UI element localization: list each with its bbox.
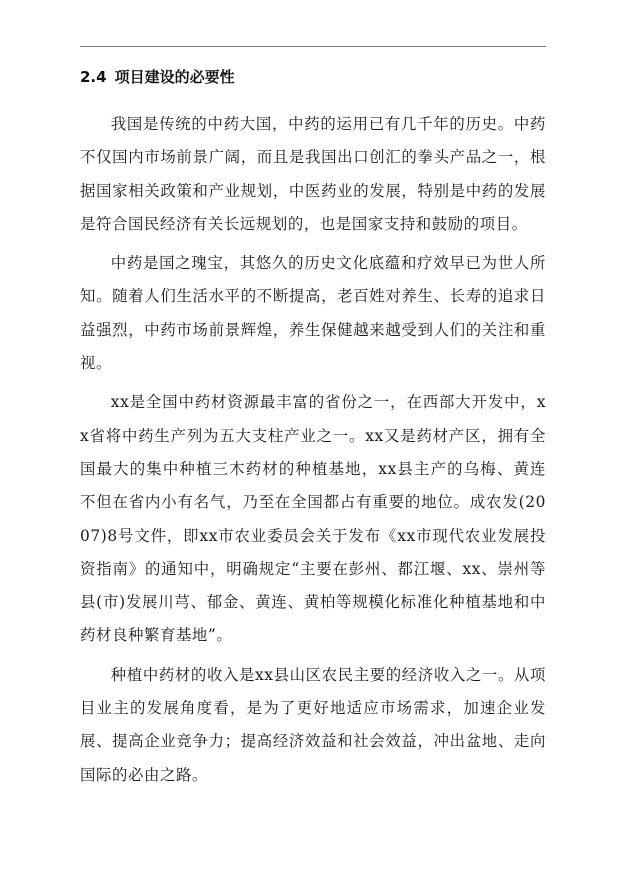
paragraph-3: xx是全国中药材资源最丰富的省份之一，在西部大开发中，xx省将中药生产列为五大支柱产业之一。xx又是药材产区，拥有全国最大的集中种植三木药材的种植基地，xx县主产的乌梅、黄连不但在省内小有名气，乃至在全国都占有重要的地位。成农发(2007)8号文件，即xx市农业委员会关于发布《xx市现代农业发展投资指南》的通知中，明确规定“主要在彭州、都江堰、xx、崇州等县(市)发展川芎、郁金、黄连、黄柏等规模化标准化种植基地和中药材良种繁育基地”。 [80, 393, 546, 645]
section-title: 项目建设的必要性 [114, 68, 235, 86]
section-heading [80, 66, 546, 88]
paragraph-1: 我国是传统的中药大国，中药的运用已有几千年的历史。中药不仅国内市场前景广阔，而且是我国出口创汇的拳头产品之一，根据国家相关政策和产业规划，中医药业的发展，特别是中药的发展是符合国民经济有关长远规划的，也是国家支持和鼓励的项目。 [80, 115, 546, 233]
header-rule [80, 46, 546, 47]
paragraph-2: 中药是国之瑰宝，其悠久的历史文化底蕴和疗效早已为世人所知。随着人们生活水平的不断提高，老百姓对养生、长寿的追求日益强烈，中药市场前景辉煌，养生保健越来越受到人们的关注和重视。 [80, 254, 546, 373]
paragraph-4: 种植中药材的收入是xx县山区农民主要的经济收入之一。从项目业主的发展角度看，是为了更好地适应市场需求，加速企业发展、提高企业竞争力；提高经济效益和社会效益，冲出盆地、走向国际的必由之路。 [80, 665, 546, 784]
body-text [80, 108, 546, 798]
section-number: 2.4 [80, 68, 107, 86]
